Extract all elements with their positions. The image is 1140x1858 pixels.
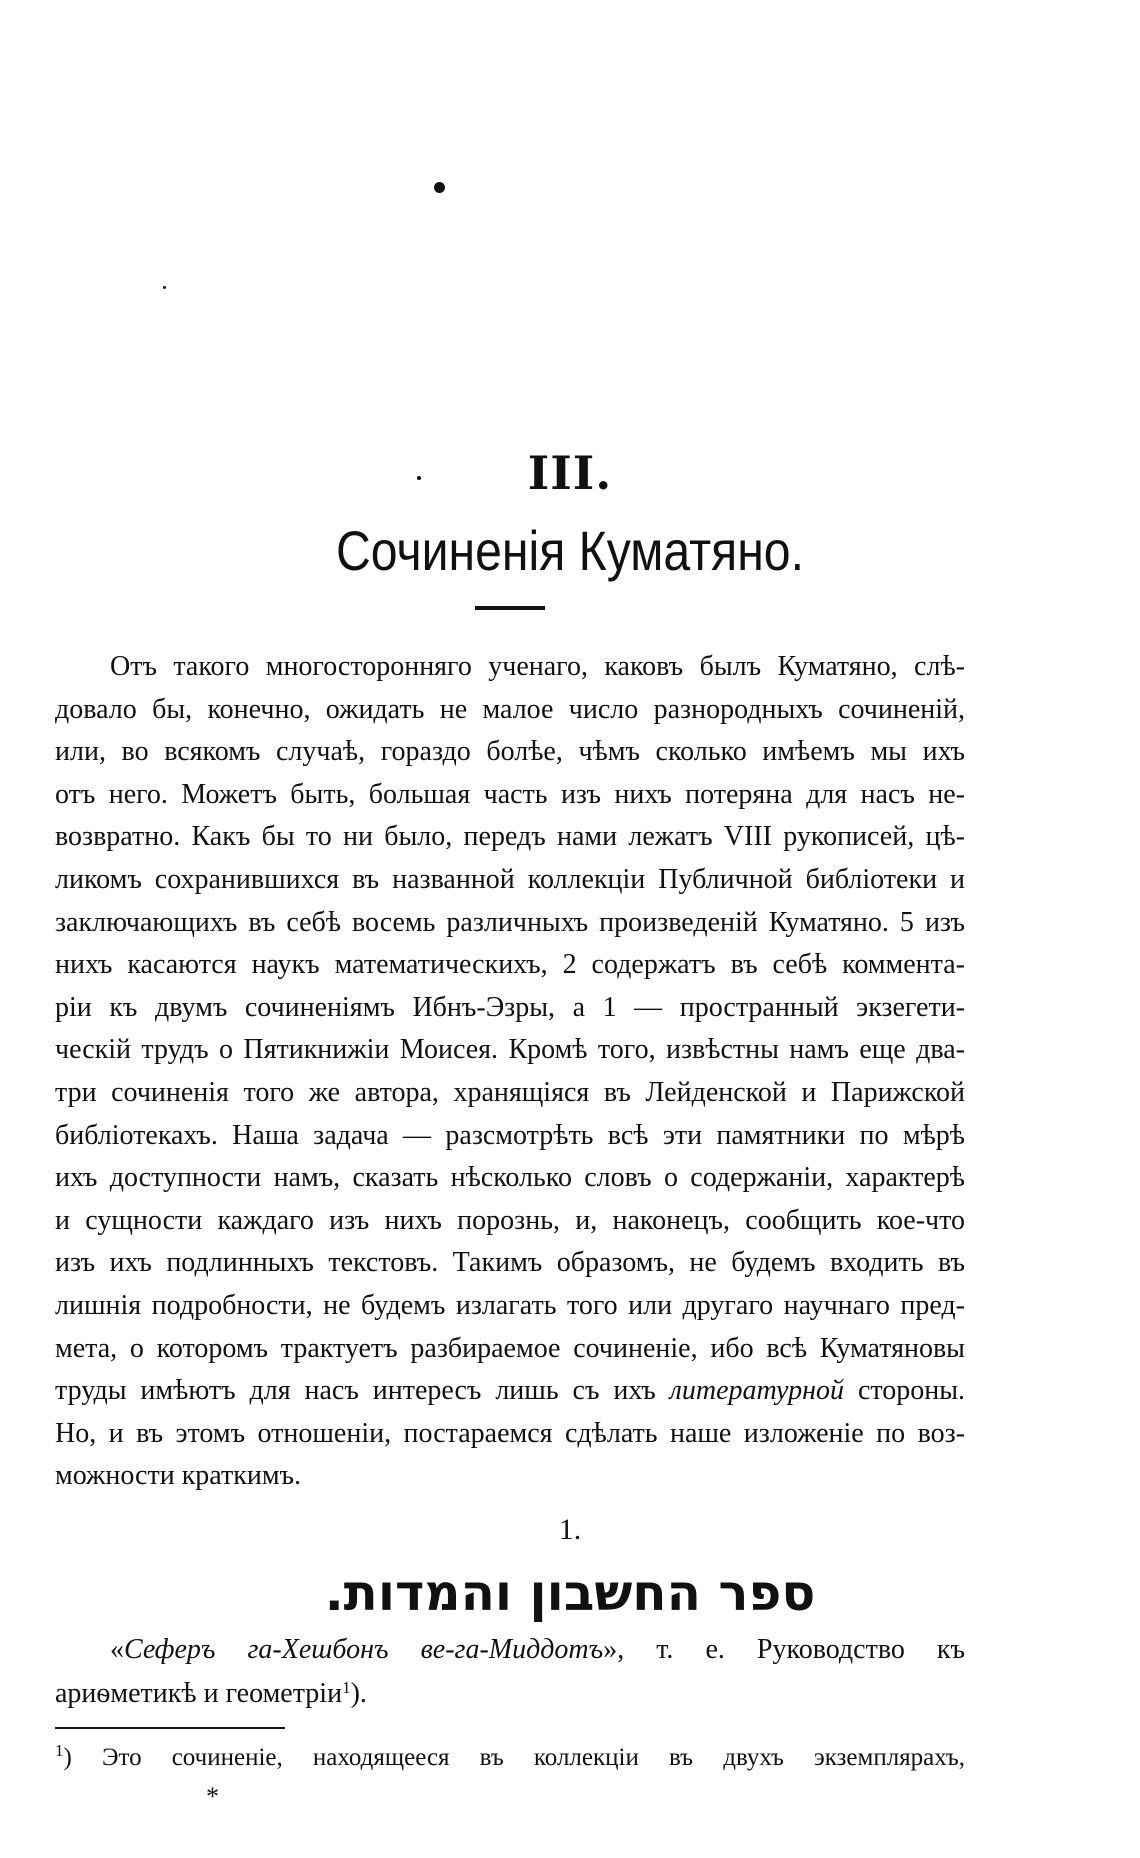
italic-emphasis: литературной	[669, 1375, 845, 1407]
footnote-marker-tail: )	[63, 1744, 72, 1771]
section-description-line	[55, 1672, 965, 1716]
body-line: отъ него. Можетъ быть, большая часть изъ нихъ потеряна для насъ не-	[55, 778, 965, 810]
footnote-reference[interactable]: 1	[342, 1678, 351, 1697]
body-line: библіотекахъ. Наша задача — разсмотрѣть всѣ эти памятники по мѣрѣ	[55, 1119, 965, 1151]
body-line-last: можности краткимъ.	[55, 1460, 302, 1492]
body-line: Отъ такого многосторонняго ученаго, каковъ былъ Куматяно, слѣ-	[110, 651, 965, 682]
chapter-title: Сочиненія Куматяно.	[336, 519, 804, 582]
title-divider	[475, 606, 545, 610]
footnote	[55, 1741, 965, 1775]
section-description-text: , т. е. Руководство къ	[617, 1634, 965, 1665]
section-description-line	[55, 1628, 965, 1672]
body-line: довало бы, конечно, ожидать не малое число разнородныхъ сочиненій,	[55, 693, 965, 725]
footnote-divider	[55, 1727, 285, 1729]
body-text-run: труды имѣютъ для насъ интересъ лишь съ ихъ	[55, 1375, 656, 1407]
body-text-run: стороны.	[857, 1375, 966, 1407]
hebrew-title: ספר החשבון והמדות.	[324, 1564, 816, 1622]
body-line: ихъ доступности намъ, сказать нѣсколько словъ о содержаніи, характерѣ	[55, 1162, 965, 1194]
ink-dot	[163, 286, 166, 289]
open-quote: «	[110, 1634, 124, 1665]
body-line: изъ ихъ подлинныхъ текстовъ. Такимъ образомъ, не будемъ входить въ	[55, 1247, 965, 1279]
book-title-italic: Сеферъ га-Хешбонъ ве-га-Миддотъ	[124, 1634, 604, 1665]
section-description-tail: ).	[350, 1678, 367, 1709]
body-line: нихъ касаются наукъ математическихъ, 2 содержатъ въ себѣ коммента-	[55, 949, 965, 981]
footnote-text: Это сочиненіе, находящееся въ коллекціи въ двухъ экземплярахъ,	[101, 1744, 966, 1771]
body-paragraph	[55, 646, 965, 1498]
section-description	[55, 1628, 965, 1716]
body-line: заключающихъ въ себѣ восемь различныхъ произведеній Куматяно. 5 изъ	[55, 906, 965, 938]
body-line: лишнія подробности, не будемъ излагать того или другаго научнаго пред-	[55, 1289, 965, 1321]
body-line: ликомъ сохранившихся въ названной коллекціи Публичной библіотеки и	[55, 863, 965, 895]
ink-dot	[434, 182, 445, 193]
body-line-with-italic	[55, 1370, 965, 1413]
footnote-marker: 1	[55, 1741, 64, 1760]
body-line: или, во всякомъ случаѣ, гораздо болѣе, чѣмъ сколько имѣемъ мы ихъ	[55, 736, 965, 768]
signature-mark: *	[206, 1782, 219, 1811]
section-number: 1.	[558, 1513, 582, 1546]
body-line: ріи къ двумъ сочиненіямъ Ибнъ-Эзры, а 1 — пространный экзегети-	[55, 991, 965, 1023]
body-line: три сочиненія того же автора, хранящіяся въ Лейденской и Парижской	[55, 1076, 965, 1108]
body-line: Но, и въ этомъ отношеніи, постараемся сдѣлать наше изложеніе по воз-	[55, 1417, 965, 1449]
body-line: ческій трудъ о Пятикнижіи Моисея. Кромѣ того, извѣстны намъ еще два-	[55, 1034, 965, 1066]
chapter-number: III.	[527, 446, 613, 500]
body-line: мета, о которомъ трактуетъ разбираемое сочиненіе, ибо всѣ Куматяновы	[55, 1332, 965, 1364]
section-description-text: ариѳметикѣ и геометріи	[55, 1678, 343, 1709]
body-line: возвратно. Какъ бы то ни было, передъ нами лежатъ VIII рукописей, цѣ-	[55, 821, 965, 853]
close-quote: »	[603, 1634, 618, 1665]
body-line: и сущности каждаго изъ нихъ порознь, и, наконецъ, сообщить кое-что	[55, 1204, 965, 1236]
